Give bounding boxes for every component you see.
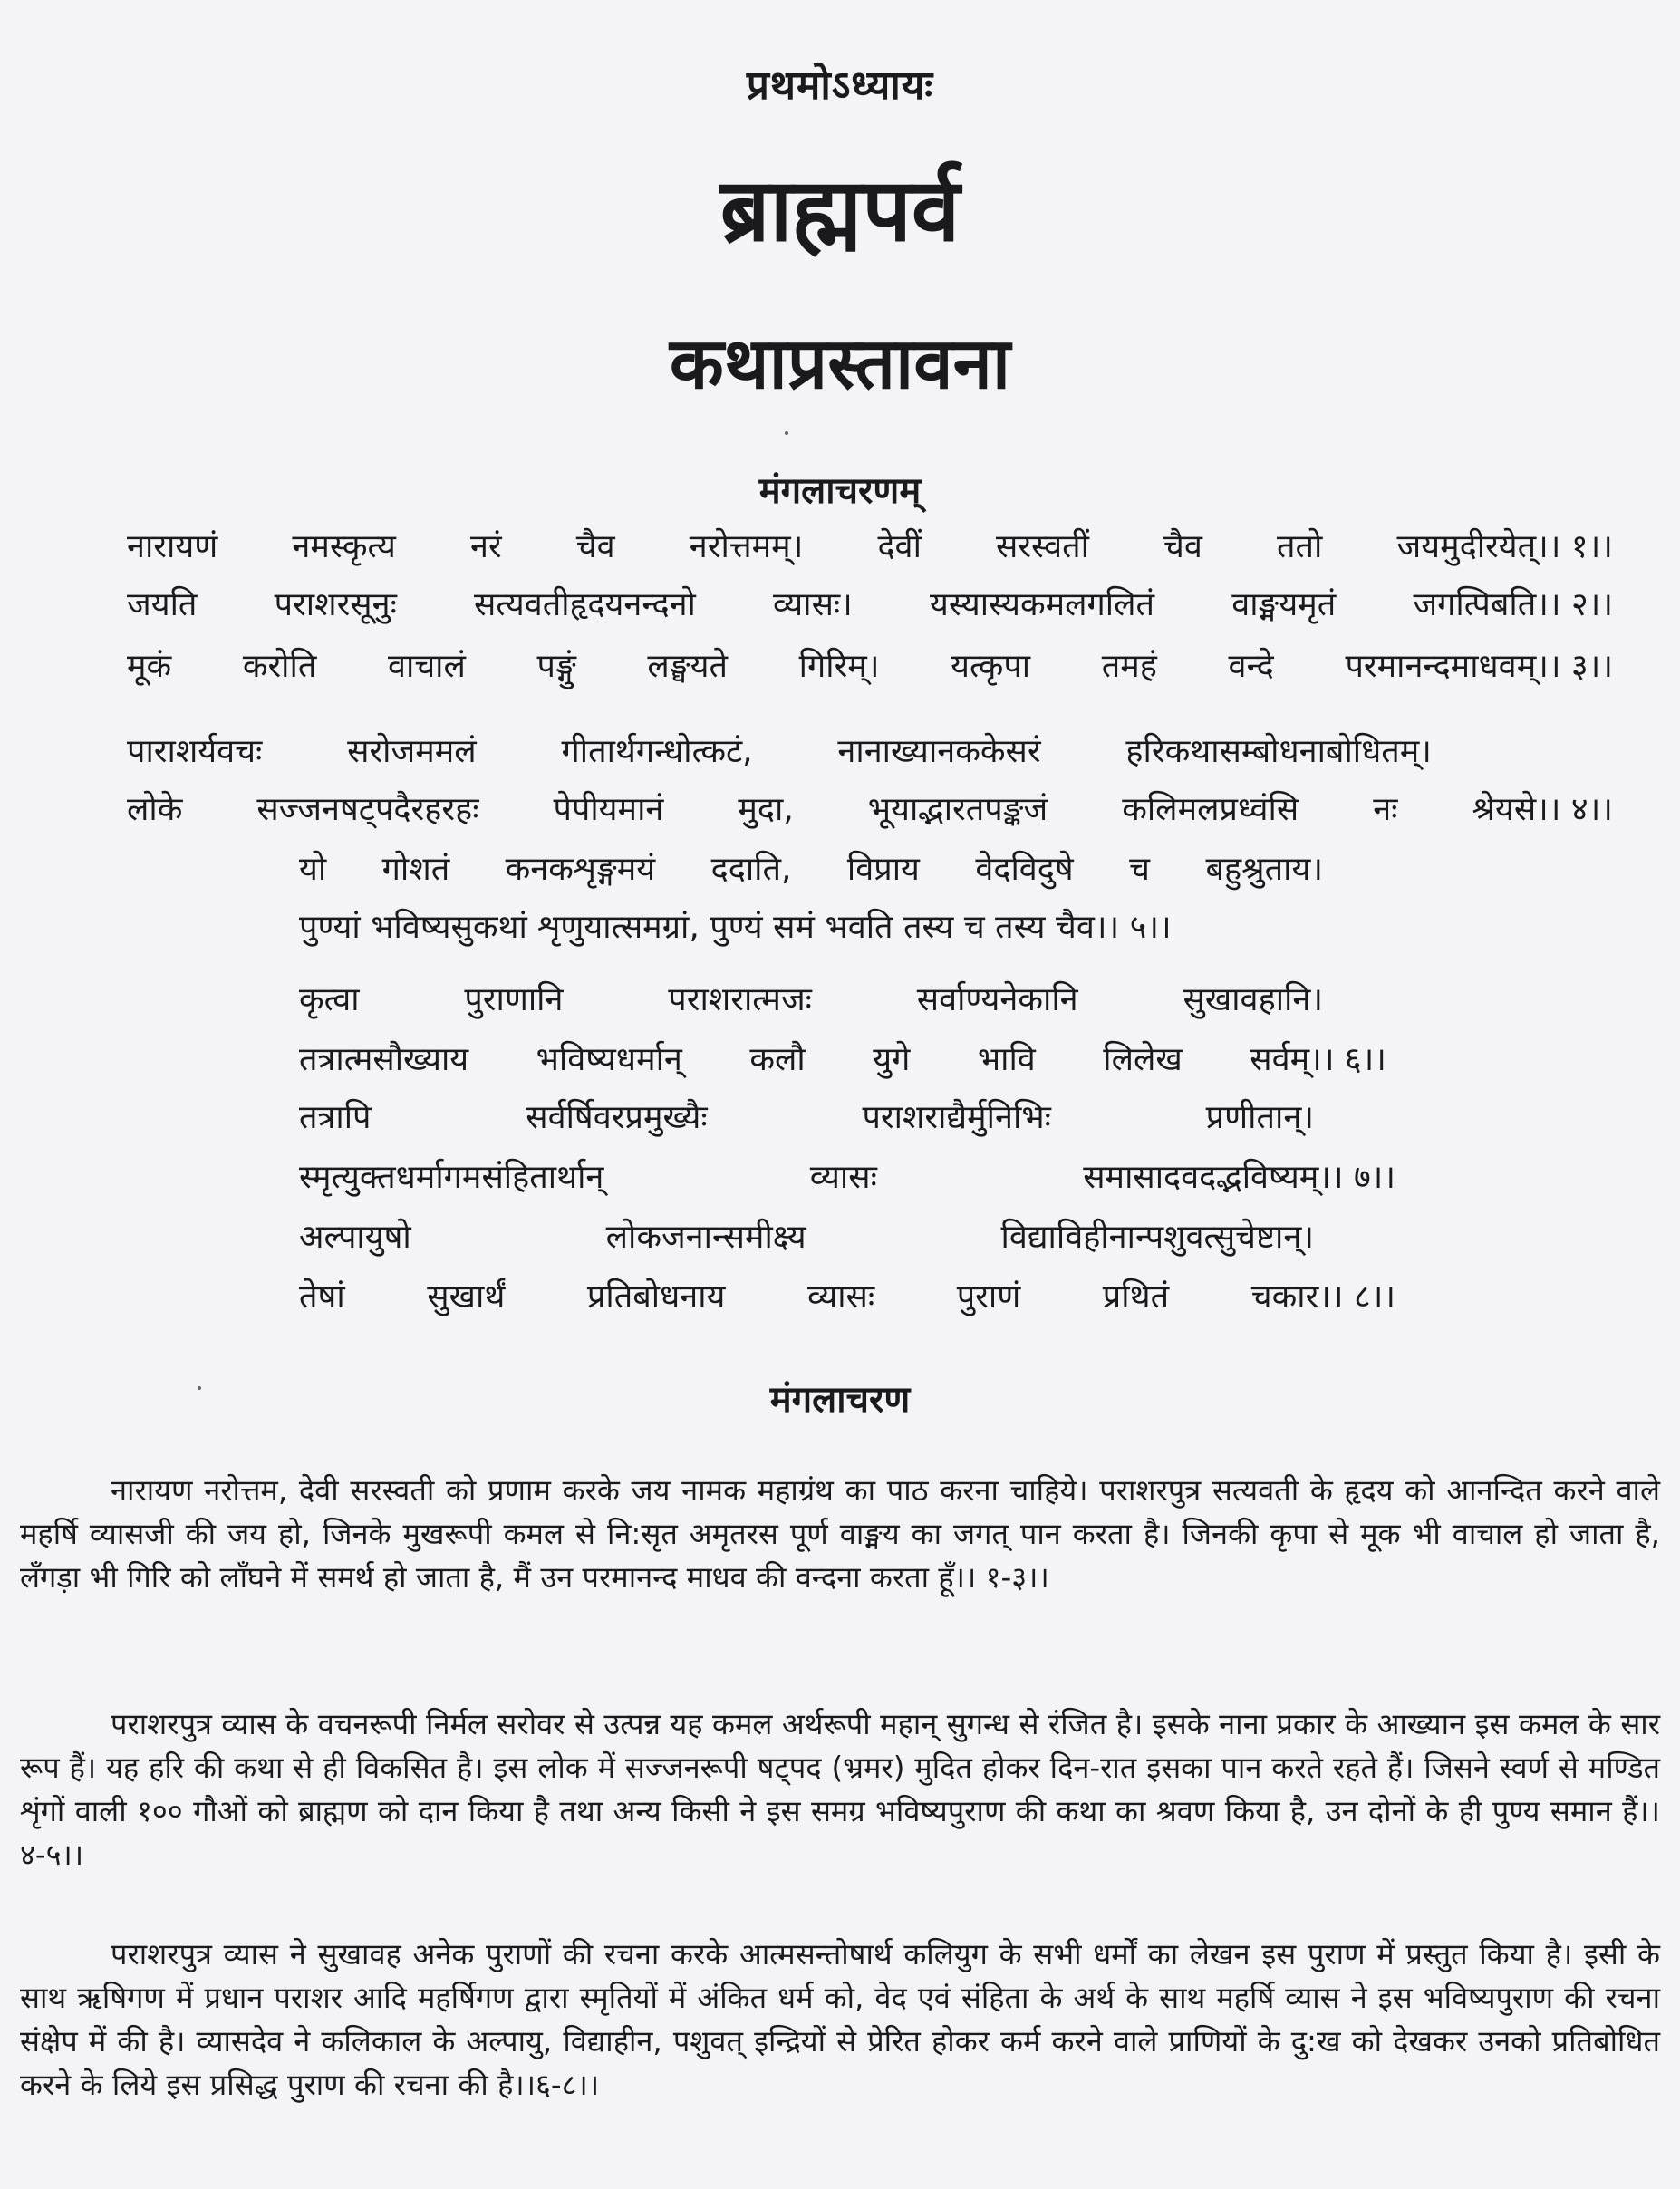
shloka-word: पराशरसूनुः (274, 586, 397, 623)
shloka-word: नरोत्तमम्। (689, 528, 804, 565)
shloka-word: यस्यास्यकमलगलितं (929, 586, 1155, 623)
shloka-word: पङ्गुं (536, 648, 576, 685)
shloka-word: जयति (127, 586, 198, 623)
shloka-word: च (1129, 851, 1151, 888)
shloka-word: तत्रात्मसौख्याय (299, 1041, 469, 1078)
shloka-word: चैव (575, 528, 615, 565)
shloka-word: सुखार्थं (427, 1278, 506, 1316)
shloka-word: सत्यवतीहृदयनन्दनो (474, 586, 696, 623)
shloka-word: प्रणीतान्। (1205, 1099, 1314, 1136)
shloka-word: जगत्पिबति।। २।। (1413, 586, 1613, 623)
shloka-word: जयमुदीरयेत्।। १।। (1396, 528, 1613, 565)
shloka-word: पेपीयमानं (553, 791, 664, 828)
shloka-word: नारायणं (127, 528, 218, 565)
shloka-word: गीतार्थगन्धोत्कटं, (561, 733, 753, 770)
shloka-word: कलौ (749, 1041, 806, 1078)
shloka-word: भावि (977, 1041, 1036, 1078)
shloka-word: लिलेख (1103, 1041, 1183, 1078)
shloka-word: व्यासः। (773, 586, 853, 623)
shloka-word: व्यासः (809, 1159, 877, 1196)
shloka-word: चकार।। ८।। (1250, 1278, 1395, 1316)
shloka-word: वाङ्मयमृतं (1231, 586, 1337, 623)
shloka-line (299, 1040, 1386, 1079)
shloka-word: भूयाद्भारतपङ्कजं (867, 791, 1048, 828)
shloka-line (127, 647, 1613, 686)
section-title: कथाप्रस्तावना (669, 323, 1011, 405)
print-speck (785, 431, 788, 435)
shloka-word: समासादवदद्भविष्यम्।। ७।। (1083, 1159, 1395, 1196)
shloka-word: गिरिम्। (798, 648, 880, 685)
shloka-word: तत्रापि (299, 1099, 372, 1136)
shloka-word: मूकं (127, 648, 172, 685)
shloka-word: ददाति, (710, 851, 792, 888)
shloka-word: विद्याविहीनान्पशुवत्सुचेष्टान्। (1000, 1219, 1314, 1256)
shloka-word: सर्वाण्यनेकानि (916, 981, 1078, 1018)
shloka-word: वेदविदुषे (975, 851, 1074, 888)
shloka-word: युगे (873, 1041, 911, 1078)
shloka-word: नरं (469, 528, 502, 565)
shloka-word: वन्दे (1228, 648, 1274, 685)
shloka-word: सुखावहानि। (1183, 981, 1323, 1018)
shloka-word: नः (1373, 791, 1398, 828)
hindi-heading: मंगलाचरण (769, 1379, 911, 1421)
shloka-word: बहुश्रुताय। (1205, 851, 1323, 888)
shloka-word: कनकशृङ्गमयं (505, 851, 656, 888)
shloka-word: नानाख्यानककेसरं (837, 733, 1041, 770)
shloka-word: कृत्वा (299, 981, 360, 1018)
shloka-word: सज्जनषट्पदैरहरहः (256, 791, 479, 828)
shloka-word: अल्पायुषो (299, 1219, 411, 1256)
shloka-word: लोकजनान्समीक्ष्य (605, 1219, 806, 1256)
shloka-word: प्रथितं (1102, 1278, 1170, 1316)
shloka-word: लङ्घयते (647, 648, 729, 685)
shloka-line (127, 732, 1432, 771)
shloka-word: कलिमलप्रध्वंसि (1122, 791, 1299, 828)
shloka-word: विप्राय (846, 851, 920, 888)
shloka-word: सरस्वतीं (996, 528, 1089, 565)
paragraph-2: पराशरपुत्र व्यास के वचनरूपी निर्मल सरोवर से उत्पन्न यह कमल अर्थरूपी महान् सुगन्ध से रंजित है। इसके नाना प्रकार के आख्यान इस कमल के सार रूप हैं। यह हरि की कथा से ही विकसित है। इस लोक में सज्जनरूपी षट्पद (भ्रमर) मुदित होकर दिन-रात इसका पान करते रहते हैं। जिसने स्वर्ण से मण्डित शृंगों वाली १०० गौओं को ब्राह्मण को दान किया है तथा अन्य किसी ने इस समग्र भविष्यपुराण की कथा का श्रवण किया है, उन दोनों के ही पुण्य समान हैं।। ४-५।। (20, 1706, 1660, 1872)
shloka-word: चैव (1163, 528, 1202, 565)
shloka-word: यो (299, 851, 327, 888)
parva-title: ब्राह्मपर्व (719, 159, 961, 261)
shloka-line (299, 908, 1172, 947)
shloka-word: गोशतं (381, 851, 450, 888)
shloka-word: सर्वम्।। ६।। (1250, 1041, 1386, 1078)
shloka-line (127, 585, 1613, 624)
shloka-word: वाचालं (387, 648, 466, 685)
shloka-word: ततो (1277, 528, 1323, 565)
shloka-word: हरिकथासम्बोधनाबोधितम्। (1125, 733, 1432, 770)
paragraph-3: पराशरपुत्र व्यास ने सुखावह अनेक पुराणों की रचना करके आत्मसन्तोषार्थ कलियुग के सभी धर्मों का लेखन इस पुराण में प्रस्तुत किया है। इसी के साथ ऋषिगण में प्रधान पराशर आदि महर्षिगण द्वारा स्मृतियों में अंकित धर्म को, वेद एवं संहिता के अर्थ के साथ महर्षि व्यास ने इस भविष्यपुराण की रचना संक्षेप में की है। व्यासदेव ने कलिकाल के अल्पायु, विद्याहीन, पशुवत् इन्द्रियों से प्रेरित होकर कर्म करने वाले प्राणियों के दु:ख को देखकर उनको प्रतिबोधित करने के लिये इस प्रसिद्ध पुराण की रचना की है।।६-८।। (20, 1936, 1660, 2102)
shloka-word: पराशराद्यैर्मुनिभिः (862, 1099, 1051, 1136)
shloka-line (299, 1098, 1314, 1137)
paragraph-1: नारायण नरोत्तम, देवी सरस्वती को प्रणाम करके जय नामक महाग्रंथ का पाठ करना चाहिये। पराशरपुत्र सत्यवती के हृदय को आनन्दित करने वाले महर्षि व्यासजी की जय हो, जिनके मुखरूपी कमल से नि:सृत अमृतरस पूर्ण वाङ्मय का जगत् पान करता है। जिनकी कृपा से मूक भी वाचाल हो जाता है, लँगड़ा भी गिरि को लाँघने में समर्थ हो जाता है, मैं उन परमानन्द माधव की वन्दना करता हूँ।। १-३।। (20, 1472, 1660, 1595)
shloka-word: तेषां (299, 1278, 345, 1316)
shloka-word: पुराणानि (464, 981, 564, 1018)
shloka-word: यत्कृपा (951, 648, 1031, 685)
sanskrit-heading: मंगलाचरणम् (758, 470, 922, 512)
shloka-word: लोके (127, 791, 183, 828)
shloka-line (299, 1218, 1314, 1257)
shloka-word: श्रेयसे।। ४।। (1472, 791, 1613, 828)
shloka-line (299, 1158, 1395, 1197)
shloka-word: तमहं (1101, 648, 1157, 685)
shloka-word: सर्वर्षिवरप्रमुख्यैः (526, 1099, 708, 1136)
shloka-word: देवीं (877, 528, 922, 565)
shloka-word: पुराणं (956, 1278, 1021, 1316)
shloka-line (127, 527, 1613, 566)
shloka-word: व्यासः (807, 1278, 875, 1316)
shloka-line (299, 1278, 1395, 1316)
shloka-word: करोति (242, 648, 317, 685)
shloka-word: नमस्कृत्य (292, 528, 396, 565)
shloka-line (127, 790, 1613, 829)
shloka-word: पाराशर्यवचः (127, 733, 263, 770)
shloka-word: प्रतिबोधनाय (586, 1278, 726, 1316)
shloka-word: पराशरात्मजः (668, 981, 812, 1018)
shloka-word: भविष्यधर्मान् (536, 1041, 682, 1078)
shloka-word: मुदा, (738, 791, 794, 828)
shloka-word: पुण्यां भविष्यसुकथां शृणुयात्समग्रां, पुण्यं समं भवति तस्य च तस्य चैव।। ५।। (299, 909, 1172, 946)
shloka-line (299, 850, 1323, 889)
shloka-word: स्मृत्युक्तधर्मागमसंहितार्थान् (299, 1159, 604, 1196)
shloka-line (299, 980, 1323, 1019)
chapter-heading: प्रथमोऽध्यायः (746, 63, 934, 109)
shloka-word: परमानन्दमाधवम्।। ३।। (1345, 648, 1613, 685)
shloka-word: सरोजममलं (347, 733, 477, 770)
